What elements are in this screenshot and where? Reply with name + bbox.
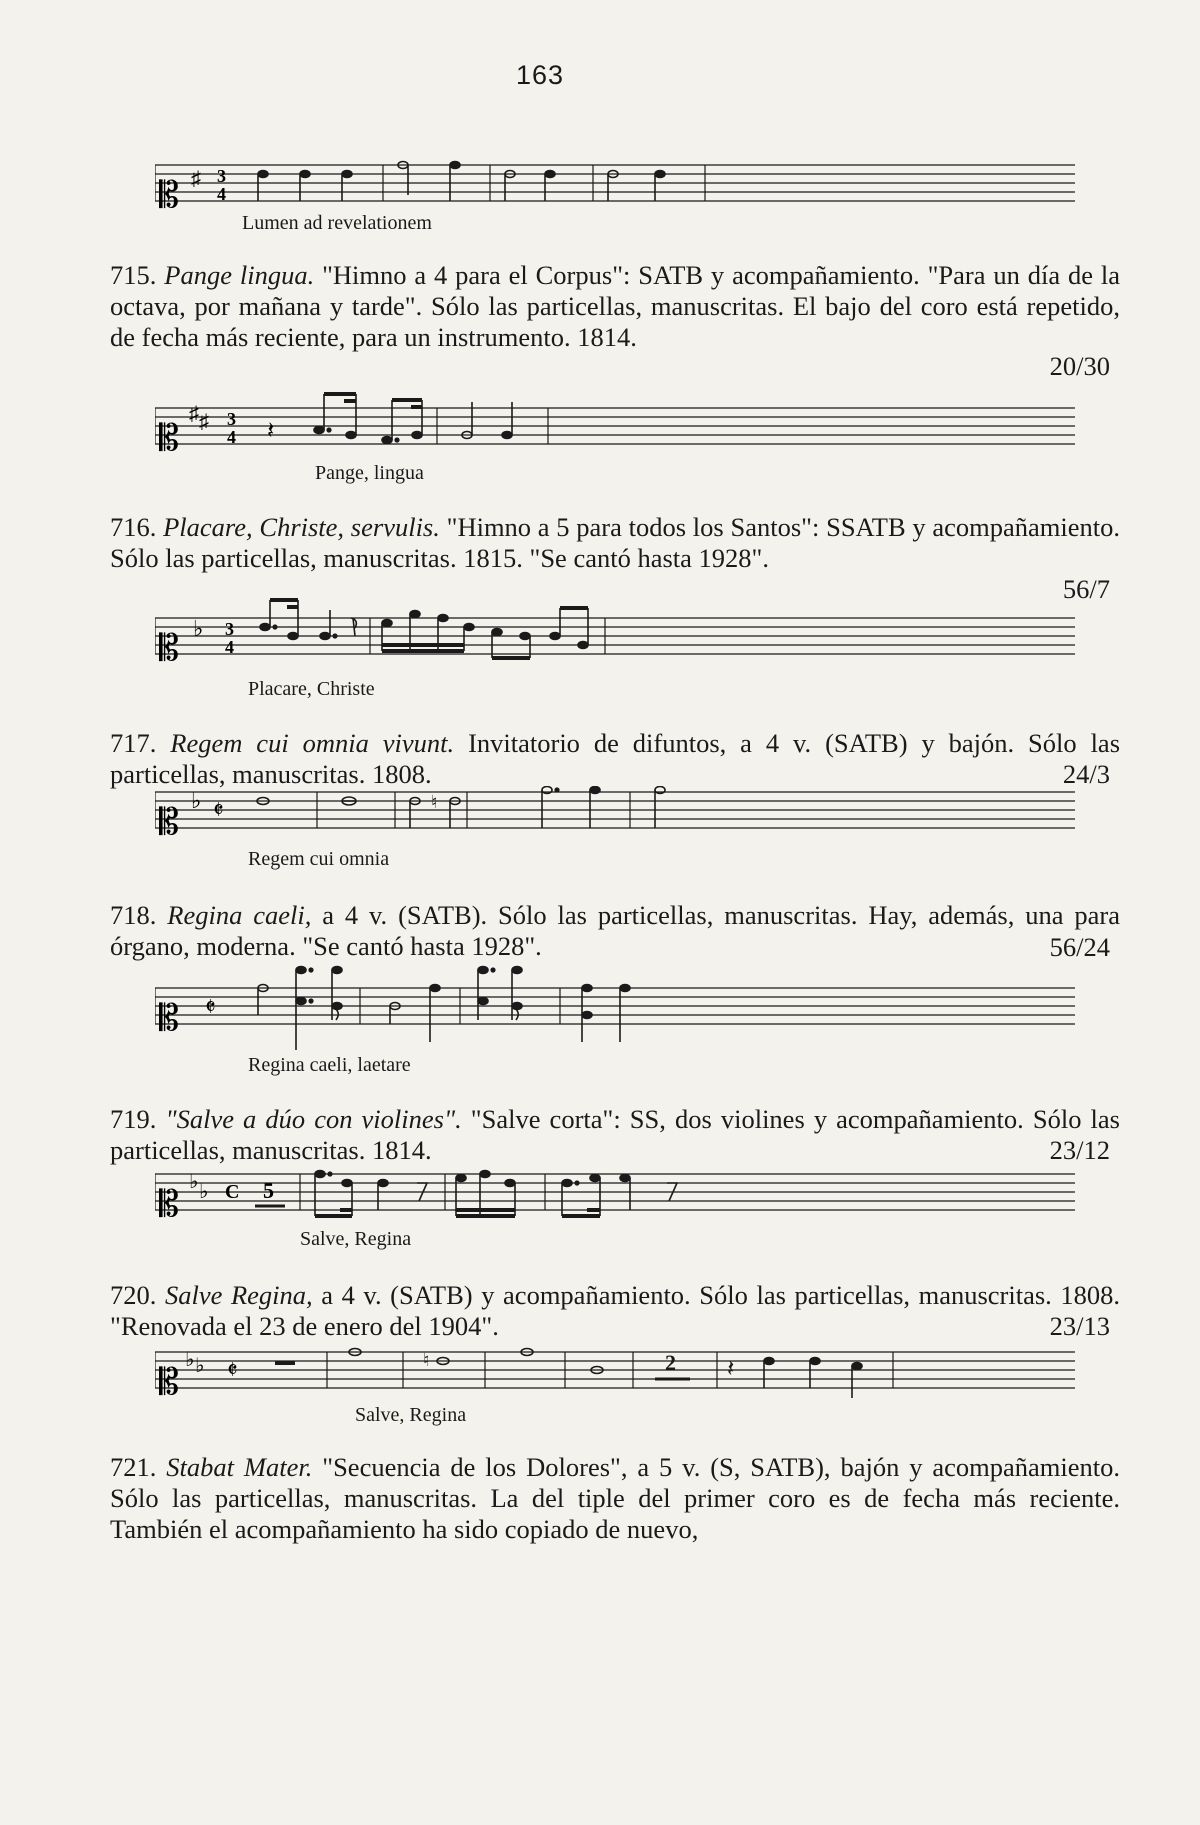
entry-number: 718. — [110, 900, 157, 930]
incipit-text: Regem cui omnia — [248, 848, 390, 870]
incipit-text: Pange, lingua — [315, 462, 424, 484]
entry-description: "Himno a 4 para el Corpus": SATB y acompañamiento. "Para un día de la octava, por mañana y tarde". Sólo las particellas, manuscritas. El bajo del coro está repetido, de fecha más reciente, para un instrumento. 1814. — [110, 260, 1121, 352]
svg-text:𝄡: 𝄡 — [159, 1184, 180, 1224]
svg-text:𝄵: 𝄵 — [205, 995, 216, 1021]
svg-text:♭: ♭ — [189, 1171, 199, 1193]
entry-description: "Salve corta": SS, dos violines y acompañamiento. Sólo las particellas, manuscritas. 1814. — [110, 1104, 1120, 1165]
archive-reference: 23/13 — [1049, 1311, 1110, 1341]
page-number: 163 — [515, 60, 565, 90]
incipit-text: Lumen ad revelationem — [242, 212, 432, 234]
svg-text:𝄡: 𝄡 — [159, 628, 180, 668]
svg-text:3: 3 — [217, 166, 226, 186]
entry-title: Regem cui omnia vivunt. — [170, 728, 455, 758]
svg-text:♯: ♯ — [199, 411, 209, 433]
entry-number: 719. — [110, 1104, 157, 1134]
svg-text:4: 4 — [225, 637, 234, 657]
svg-text:4: 4 — [217, 184, 226, 204]
entry-number: 717. — [110, 728, 157, 758]
entry-description: a 4 v. (SATB). Sólo las particellas, manuscritas. Hay, además, una para órgano, moderna. "Se cantó hasta 1928". — [110, 900, 1120, 961]
svg-text:𝄵: 𝄵 — [213, 798, 224, 824]
entry-title: Salve Regina, — [164, 1280, 313, 1310]
svg-text:3: 3 — [225, 619, 234, 639]
incipit-text: Salve, Regina — [355, 1404, 467, 1426]
archive-reference: 56/7 — [1062, 574, 1110, 604]
entry-description: Invitatorio de difuntos, a 4 v. (SATB) y bajón. Sólo las particellas, manuscritas. 1808. — [110, 728, 1121, 789]
entry-title: Stabat Mater. — [166, 1452, 313, 1482]
svg-text:♭: ♭ — [191, 788, 202, 813]
catalog-entry — [110, 1280, 1120, 1342]
catalog-entry — [110, 260, 1120, 353]
music-incipit-staff — [155, 390, 1075, 460]
svg-text:𝄡: 𝄡 — [159, 802, 180, 842]
svg-text:𝄵: 𝄵 — [227, 1358, 238, 1384]
svg-text:3: 3 — [227, 409, 236, 429]
svg-text:𝄽: 𝄽 — [267, 418, 275, 444]
svg-text:♮: ♮ — [431, 792, 438, 812]
entry-title: Placare, Christe, servulis. — [163, 512, 440, 542]
svg-text:♭: ♭ — [193, 616, 204, 641]
entry-number: 716. — [110, 512, 157, 542]
svg-text:4: 4 — [227, 427, 236, 447]
entry-number: 720. — [110, 1280, 157, 1310]
svg-text:♯: ♯ — [189, 403, 199, 425]
archive-reference: 20/30 — [1049, 351, 1110, 381]
music-incipit-staff — [155, 960, 1075, 1055]
entry-number: 721. — [110, 1452, 157, 1482]
svg-text:♮: ♮ — [423, 1350, 430, 1370]
archive-reference: 23/12 — [1049, 1135, 1110, 1165]
archive-reference: 56/24 — [1049, 932, 1110, 962]
incipit-text: Regina caeli, laetare — [248, 1054, 411, 1076]
entry-title: "Salve a dúo con violines". — [165, 1104, 462, 1134]
svg-text:𝄡: 𝄡 — [159, 418, 180, 458]
entry-number: 715. — [110, 260, 157, 290]
music-incipit-staff — [155, 1340, 1075, 1410]
svg-text:5: 5 — [263, 1178, 274, 1203]
catalog-entry — [110, 1452, 1120, 1545]
incipit-text: Salve, Regina — [300, 1228, 412, 1250]
catalog-entry — [110, 512, 1120, 574]
entry-description: "Secuencia de los Dolores", a 5 v. (S, SATB), bajón y acompañamiento. Sólo las particellas, manuscritas. La del tiple del primer coro es de fecha más reciente. También el acompañamiento ha sido copiado de nuevo, — [110, 1452, 1120, 1544]
svg-text:𝄽: 𝄽 — [727, 1356, 735, 1382]
entry-description: a 4 v. (SATB) y acompañamiento. Sólo las particellas, manuscritas. 1808. "Renovada el 23 de enero del 1904". — [110, 1280, 1121, 1341]
svg-text:♭: ♭ — [195, 1355, 205, 1377]
svg-text:𝄡: 𝄡 — [159, 175, 180, 215]
svg-text:♭: ♭ — [185, 1349, 195, 1371]
incipit-text: Placare, Christe — [248, 678, 375, 700]
music-incipit-staff — [155, 155, 1075, 215]
catalog-entry — [110, 1104, 1120, 1166]
catalog-entry — [110, 728, 1120, 790]
svg-text:𝄡: 𝄡 — [159, 1362, 180, 1402]
svg-text:2: 2 — [665, 1350, 676, 1375]
music-incipit-staff — [155, 1160, 1075, 1230]
svg-text:♯: ♯ — [191, 168, 201, 190]
music-incipit-staff — [155, 786, 1075, 846]
entry-description: "Himno a 5 para todos los Santos": SSATB y acompañamiento. Sólo las particellas, manuscritas. 1815. "Se cantó hasta 1928". — [110, 512, 1120, 573]
archive-reference: 24/3 — [1062, 759, 1110, 789]
catalog-entry — [110, 900, 1120, 962]
svg-text:♭: ♭ — [199, 1181, 209, 1203]
svg-text:𝄡: 𝄡 — [159, 998, 180, 1038]
entry-title: Pange lingua. — [164, 260, 315, 290]
music-incipit-staff — [155, 596, 1075, 676]
svg-text:C: C — [225, 1181, 240, 1203]
entry-title: Regina caeli, — [167, 900, 312, 930]
